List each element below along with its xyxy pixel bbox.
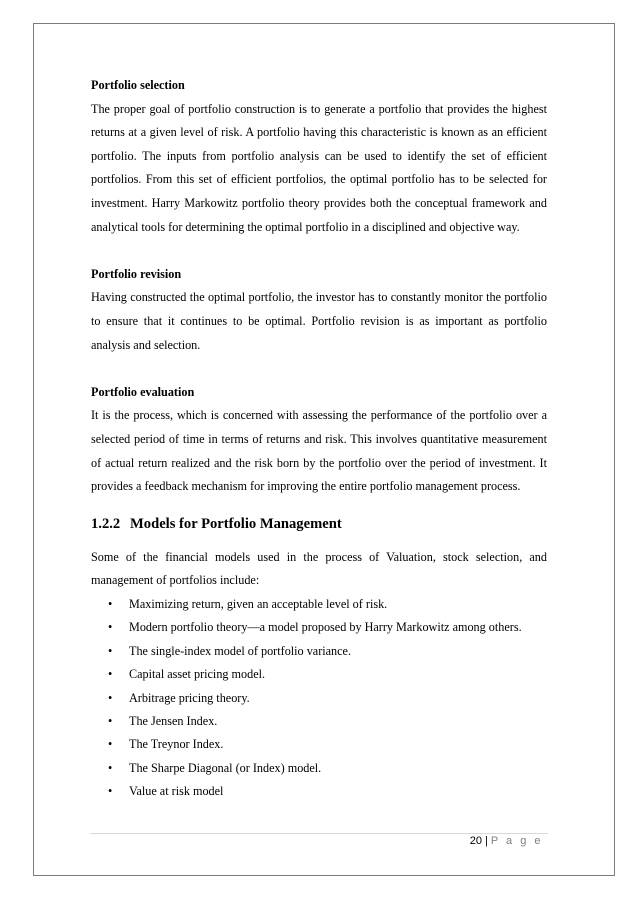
section-portfolio-revision	[91, 263, 547, 357]
list-item: • The single-index model of portfolio variance.	[91, 640, 547, 663]
list-item: • Modern portfolio theory—a model proposed by Harry Markowitz among others.	[91, 616, 547, 639]
section-heading: Portfolio selection	[91, 78, 185, 92]
list-item: • The Treynor Index.	[91, 733, 547, 756]
bullet-icon: •	[108, 760, 113, 775]
page-number: 20	[469, 835, 482, 847]
models-list	[91, 593, 547, 804]
footer-separator: |	[484, 835, 488, 847]
section-portfolio-selection	[91, 74, 547, 239]
bullet-icon: •	[108, 643, 113, 658]
document-body	[91, 74, 547, 804]
list-item: • The Jensen Index.	[91, 710, 547, 733]
list-item: • Arbitrage pricing theory.	[91, 687, 547, 710]
bullet-icon: •	[108, 596, 113, 611]
bullet-icon: •	[108, 667, 113, 682]
bullet-icon: •	[108, 713, 113, 728]
section-heading: Portfolio evaluation	[91, 384, 195, 399]
list-item: • Capital asset pricing model.	[91, 663, 547, 686]
section-paragraph: The proper goal of portfolio construction is to generate a portfolio that provides the highest returns at a given level of risk. A portfolio having this characteristic is known as an efficient portfolio. The inputs from portfolio analysis can be used to identify the set of efficient portfolios. From this set of efficient portfolios, the optimal portfolio has to be selected for investment. Harry Markowitz portfolio theory provides both the conceptual framework and analytical tools for determining the optimal portfolio in a disciplined and objective way.	[91, 101, 547, 234]
subsection-intro: Some of the financial models used in the process of Valuation, stock selection, and management of portfolios include:	[91, 549, 547, 588]
section-portfolio-evaluation	[91, 381, 547, 499]
section-heading: Portfolio revision	[91, 266, 182, 281]
list-item: • The Sharpe Diagonal (or Index) model.	[91, 757, 547, 780]
subsection-title-text: Models for Portfolio Management	[130, 515, 342, 532]
page-word: P a g e	[490, 835, 543, 847]
section-paragraph: Having constructed the optimal portfolio, the investor has to constantly monitor the portfolio to ensure that it continues to be optimal. Portfolio revision is as important as portfolio analysis and selection.	[91, 290, 547, 352]
bullet-icon: •	[108, 690, 113, 705]
page-footer	[470, 835, 543, 847]
bullet-icon: •	[108, 620, 113, 635]
bullet-icon: •	[108, 784, 113, 799]
subsection-title	[91, 513, 547, 536]
bullet-icon: •	[108, 737, 113, 752]
list-item: • Value at risk model	[91, 780, 547, 803]
subsection-number: 1.2.2	[91, 515, 121, 532]
section-paragraph: It is the process, which is concerned with assessing the performance of the portfolio over a selected period of time in terms of returns and risk. This involves quantitative measurement of actual return realized and the risk born by the portfolio over the period of investment. It provides a feedback mechanism for improving the entire portfolio management process.	[91, 408, 547, 494]
footer-divider	[90, 833, 548, 834]
list-item: • Maximizing return, given an acceptable level of risk.	[91, 593, 547, 616]
